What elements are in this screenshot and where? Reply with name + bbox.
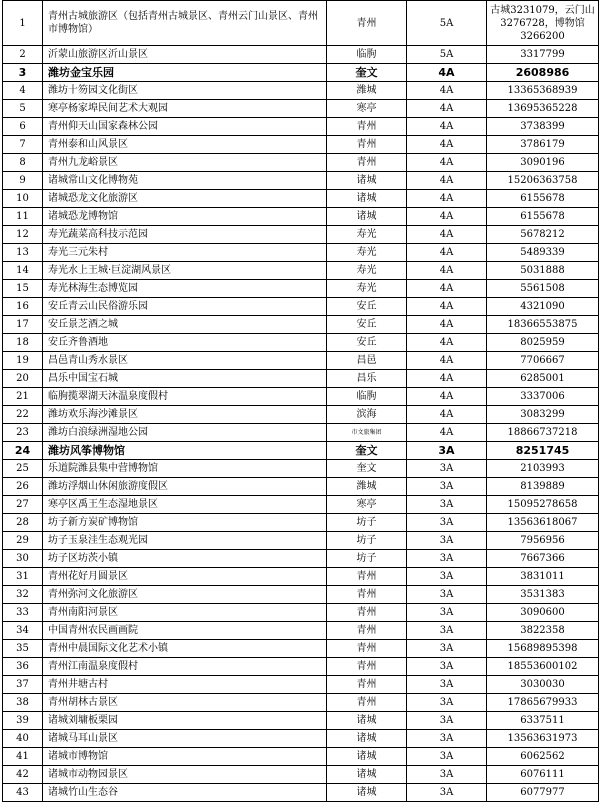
row-number: 4 [3, 82, 43, 100]
phone-number: 15206363758 [487, 172, 599, 190]
rating-level: 3A [407, 568, 487, 586]
rating-level: 3A [407, 586, 487, 604]
table-row [3, 64, 599, 82]
phone-number: 6337511 [487, 712, 599, 730]
table-row [3, 118, 599, 136]
row-number: 17 [3, 316, 43, 334]
rating-level: 3A [407, 514, 487, 532]
site-name: 寿光林海生态博览园 [43, 280, 327, 298]
site-name: 诸城市博物馆 [43, 748, 327, 766]
rating-level: 5A [407, 1, 487, 46]
row-number: 3 [3, 64, 43, 82]
phone-number: 15095278658 [487, 496, 599, 514]
phone-number: 6155678 [487, 208, 599, 226]
row-number: 35 [3, 640, 43, 658]
table-row [3, 586, 599, 604]
rating-level: 3A [407, 730, 487, 748]
site-name: 青州胡林古景区 [43, 694, 327, 712]
rating-level: 4A [407, 316, 487, 334]
district: 青州 [327, 658, 407, 676]
row-number: 26 [3, 478, 43, 496]
scenic-spots-table [2, 0, 599, 802]
district: 奎文 [327, 64, 407, 82]
table-row [3, 226, 599, 244]
site-name: 临朐揽翠湖天沐温泉度假村 [43, 388, 327, 406]
table-body [3, 1, 599, 802]
table-row [3, 604, 599, 622]
district: 坊子 [327, 514, 407, 532]
row-number: 14 [3, 262, 43, 280]
district: 青州 [327, 622, 407, 640]
row-number: 31 [3, 568, 43, 586]
rating-level: 3A [407, 766, 487, 784]
row-number: 28 [3, 514, 43, 532]
table-row [3, 298, 599, 316]
district: 寿光 [327, 244, 407, 262]
rating-level: 4A [407, 100, 487, 118]
phone-number: 6076111 [487, 766, 599, 784]
rating-level: 4A [407, 154, 487, 172]
phone-number: 3786179 [487, 136, 599, 154]
site-name: 潍坊欢乐海沙滩景区 [43, 406, 327, 424]
site-name: 青州井塘古村 [43, 676, 327, 694]
phone-number: 2103993 [487, 460, 599, 478]
site-name: 寿光水上王城·巨淀湖风景区 [43, 262, 327, 280]
site-name: 潍坊金宝乐园 [43, 64, 327, 82]
table-row [3, 694, 599, 712]
rating-level: 3A [407, 748, 487, 766]
rating-level: 4A [407, 280, 487, 298]
table-row [3, 550, 599, 568]
site-name: 寿光三元朱村 [43, 244, 327, 262]
row-number: 5 [3, 100, 43, 118]
row-number: 16 [3, 298, 43, 316]
site-name: 安丘齐鲁酒地 [43, 334, 327, 352]
site-name: 诸城恐龙博物馆 [43, 208, 327, 226]
rating-level: 4A [407, 82, 487, 100]
district: 安丘 [327, 298, 407, 316]
rating-level: 3A [407, 712, 487, 730]
district: 临朐 [327, 388, 407, 406]
rating-level: 4A [407, 136, 487, 154]
district: 昌邑 [327, 352, 407, 370]
district: 诸城 [327, 766, 407, 784]
district: 安丘 [327, 334, 407, 352]
district: 诸城 [327, 190, 407, 208]
row-number: 9 [3, 172, 43, 190]
district: 寿光 [327, 262, 407, 280]
site-name: 安丘景芝酒之城 [43, 316, 327, 334]
row-number: 23 [3, 424, 43, 442]
phone-number: 3531383 [487, 586, 599, 604]
site-name: 坊子区坊茨小镇 [43, 550, 327, 568]
site-name: 青州南阳河景区 [43, 604, 327, 622]
row-number: 10 [3, 190, 43, 208]
phone-number: 18366553875 [487, 316, 599, 334]
district: 安丘 [327, 316, 407, 334]
phone-number: 18866737218 [487, 424, 599, 442]
table-row [3, 496, 599, 514]
rating-level: 3A [407, 784, 487, 802]
row-number: 15 [3, 280, 43, 298]
district: 诸城 [327, 748, 407, 766]
phone-number: 3083299 [487, 406, 599, 424]
table-row [3, 262, 599, 280]
site-name: 沂蒙山旅游区沂山景区 [43, 46, 327, 64]
table-row [3, 676, 599, 694]
district: 寒亭 [327, 496, 407, 514]
rating-level: 4A [407, 334, 487, 352]
district: 寿光 [327, 280, 407, 298]
phone-number: 7956956 [487, 532, 599, 550]
table-row [3, 100, 599, 118]
site-name: 潍坊白浪绿洲湿地公园 [43, 424, 327, 442]
table-row [3, 568, 599, 586]
site-name: 青州仰天山国家森林公园 [43, 118, 327, 136]
row-number: 33 [3, 604, 43, 622]
district: 诸城 [327, 712, 407, 730]
site-name: 坊子新方炭矿博物馆 [43, 514, 327, 532]
row-number: 8 [3, 154, 43, 172]
table-row [3, 766, 599, 784]
table-row [3, 478, 599, 496]
phone-number: 8251745 [487, 442, 599, 460]
site-name: 青州古城旅游区（包括青州古城景区、青州云门山景区、青州市博物馆） [43, 1, 327, 46]
rating-level: 4A [407, 208, 487, 226]
phone-number: 3090196 [487, 154, 599, 172]
site-name: 诸城市动物园景区 [43, 766, 327, 784]
site-name: 昌乐中国宝石城 [43, 370, 327, 388]
phone-number: 6062562 [487, 748, 599, 766]
rating-level: 3A [407, 658, 487, 676]
table-row [3, 640, 599, 658]
site-name: 乐道院潍县集中营博物馆 [43, 460, 327, 478]
district: 青州 [327, 154, 407, 172]
table-row [3, 334, 599, 352]
rating-level: 4A [407, 352, 487, 370]
district: 寒亭 [327, 100, 407, 118]
table-row [3, 460, 599, 478]
table-row [3, 406, 599, 424]
table-row [3, 514, 599, 532]
phone-number: 5561508 [487, 280, 599, 298]
district: 青州 [327, 586, 407, 604]
table-row [3, 352, 599, 370]
district: 青州 [327, 136, 407, 154]
site-name: 青州弥河文化旅游区 [43, 586, 327, 604]
row-number: 11 [3, 208, 43, 226]
rating-level: 3A [407, 478, 487, 496]
table-row [3, 442, 599, 460]
district: 青州 [327, 604, 407, 622]
district: 滨海 [327, 406, 407, 424]
phone-number: 4321090 [487, 298, 599, 316]
table-row [3, 190, 599, 208]
rating-level: 4A [407, 172, 487, 190]
phone-number: 8139889 [487, 478, 599, 496]
row-number: 30 [3, 550, 43, 568]
site-name: 诸城常山文化博物苑 [43, 172, 327, 190]
phone-number: 18553600102 [487, 658, 599, 676]
rating-level: 4A [407, 190, 487, 208]
table-row [3, 532, 599, 550]
site-name: 诸城马耳山景区 [43, 730, 327, 748]
phone-number: 3317799 [487, 46, 599, 64]
site-name: 青州花好月圆景区 [43, 568, 327, 586]
row-number: 22 [3, 406, 43, 424]
phone-number: 7706667 [487, 352, 599, 370]
rating-level: 3A [407, 622, 487, 640]
site-name: 潍坊十笏园文化街区 [43, 82, 327, 100]
rating-level: 3A [407, 604, 487, 622]
site-name: 安丘青云山民俗游乐园 [43, 298, 327, 316]
rating-level: 4A [407, 424, 487, 442]
table-row [3, 244, 599, 262]
row-number: 39 [3, 712, 43, 730]
row-number: 42 [3, 766, 43, 784]
rating-level: 3A [407, 496, 487, 514]
table-row [3, 622, 599, 640]
rating-level: 3A [407, 640, 487, 658]
site-name: 青州中晨国际文化艺术小镇 [43, 640, 327, 658]
district: 潍城 [327, 82, 407, 100]
phone-number: 3090600 [487, 604, 599, 622]
phone-number: 3738399 [487, 118, 599, 136]
district: 诸城 [327, 208, 407, 226]
rating-level: 3A [407, 694, 487, 712]
site-name: 青州江南温泉度假村 [43, 658, 327, 676]
district: 青州 [327, 1, 407, 46]
phone-number: 3822358 [487, 622, 599, 640]
site-name: 潍坊风筝博物馆 [43, 442, 327, 460]
table-row [3, 748, 599, 766]
rating-level: 4A [407, 64, 487, 82]
district: 坊子 [327, 532, 407, 550]
site-name: 坊子玉泉洼生态观光园 [43, 532, 327, 550]
phone-number: 2608986 [487, 64, 599, 82]
row-number: 13 [3, 244, 43, 262]
site-name: 中国青州农民画画院 [43, 622, 327, 640]
phone-number: 3030030 [487, 676, 599, 694]
table-row [3, 82, 599, 100]
phone-number: 5678212 [487, 226, 599, 244]
district: 奎文 [327, 442, 407, 460]
rating-level: 3A [407, 676, 487, 694]
row-number: 43 [3, 784, 43, 802]
row-number: 34 [3, 622, 43, 640]
phone-number: 3337006 [487, 388, 599, 406]
district: 诸城 [327, 784, 407, 802]
row-number: 19 [3, 352, 43, 370]
rating-level: 4A [407, 388, 487, 406]
site-name: 寒亭区禹王生态湿地景区 [43, 496, 327, 514]
rating-level: 4A [407, 262, 487, 280]
district: 寿光 [327, 226, 407, 244]
rating-level: 4A [407, 118, 487, 136]
phone-number: 5489339 [487, 244, 599, 262]
rating-level: 4A [407, 226, 487, 244]
phone-number: 17865679933 [487, 694, 599, 712]
rating-level: 3A [407, 550, 487, 568]
row-number: 41 [3, 748, 43, 766]
row-number: 2 [3, 46, 43, 64]
table-row [3, 280, 599, 298]
table-row [3, 370, 599, 388]
row-number: 12 [3, 226, 43, 244]
table-row [3, 730, 599, 748]
table-row [3, 136, 599, 154]
district: 青州 [327, 118, 407, 136]
row-number: 21 [3, 388, 43, 406]
phone-number: 6155678 [487, 190, 599, 208]
table-row [3, 658, 599, 676]
rating-level: 3A [407, 532, 487, 550]
row-number: 40 [3, 730, 43, 748]
phone-number: 7667366 [487, 550, 599, 568]
table-row [3, 46, 599, 64]
phone-number: 15689895398 [487, 640, 599, 658]
district: 诸城 [327, 172, 407, 190]
site-name: 青州泰和山风景区 [43, 136, 327, 154]
table-row [3, 712, 599, 730]
table-row [3, 388, 599, 406]
district: 诸城 [327, 730, 407, 748]
phone-number: 6285001 [487, 370, 599, 388]
phone-number: 13365368939 [487, 82, 599, 100]
table-row [3, 784, 599, 802]
district: 潍城 [327, 478, 407, 496]
rating-level: 5A [407, 46, 487, 64]
rating-level: 4A [407, 370, 487, 388]
phone-number: 5031888 [487, 262, 599, 280]
row-number: 37 [3, 676, 43, 694]
site-name: 昌邑青山秀水景区 [43, 352, 327, 370]
row-number: 27 [3, 496, 43, 514]
rating-level: 3A [407, 460, 487, 478]
district: 奎文 [327, 460, 407, 478]
phone-number: 13563631973 [487, 730, 599, 748]
table-row [3, 154, 599, 172]
rating-level: 4A [407, 244, 487, 262]
rating-level: 4A [407, 298, 487, 316]
row-number: 29 [3, 532, 43, 550]
district: 市文旅集团 [327, 424, 407, 442]
row-number: 32 [3, 586, 43, 604]
row-number: 25 [3, 460, 43, 478]
phone-number: 8025959 [487, 334, 599, 352]
district: 坊子 [327, 550, 407, 568]
row-number: 18 [3, 334, 43, 352]
table-row [3, 424, 599, 442]
district: 青州 [327, 694, 407, 712]
district: 青州 [327, 640, 407, 658]
site-name: 寒亭杨家埠民间艺术大观园 [43, 100, 327, 118]
row-number: 1 [3, 1, 43, 46]
phone-number: 13563618067 [487, 514, 599, 532]
site-name: 诸城刘墉板栗园 [43, 712, 327, 730]
rating-level: 3A [407, 442, 487, 460]
phone-number: 3831011 [487, 568, 599, 586]
row-number: 38 [3, 694, 43, 712]
table-row [3, 172, 599, 190]
row-number: 6 [3, 118, 43, 136]
phone-number: 古城3231079，云门山3276728，博物馆3266200 [487, 1, 599, 46]
row-number: 7 [3, 136, 43, 154]
phone-number: 13695365228 [487, 100, 599, 118]
site-name: 诸城恐龙文化旅游区 [43, 190, 327, 208]
district: 青州 [327, 676, 407, 694]
row-number: 20 [3, 370, 43, 388]
site-name: 青州九龙峪景区 [43, 154, 327, 172]
row-number: 36 [3, 658, 43, 676]
rating-level: 4A [407, 406, 487, 424]
site-name: 潍坊浮烟山休闲旅游度假区 [43, 478, 327, 496]
district: 青州 [327, 568, 407, 586]
table-row [3, 316, 599, 334]
district: 昌乐 [327, 370, 407, 388]
row-number: 24 [3, 442, 43, 460]
district: 临朐 [327, 46, 407, 64]
table-row [3, 208, 599, 226]
site-name: 寿光蔬菜高科技示范园 [43, 226, 327, 244]
phone-number: 6077977 [487, 784, 599, 802]
table-row [3, 1, 599, 46]
site-name: 诸城竹山生态谷 [43, 784, 327, 802]
